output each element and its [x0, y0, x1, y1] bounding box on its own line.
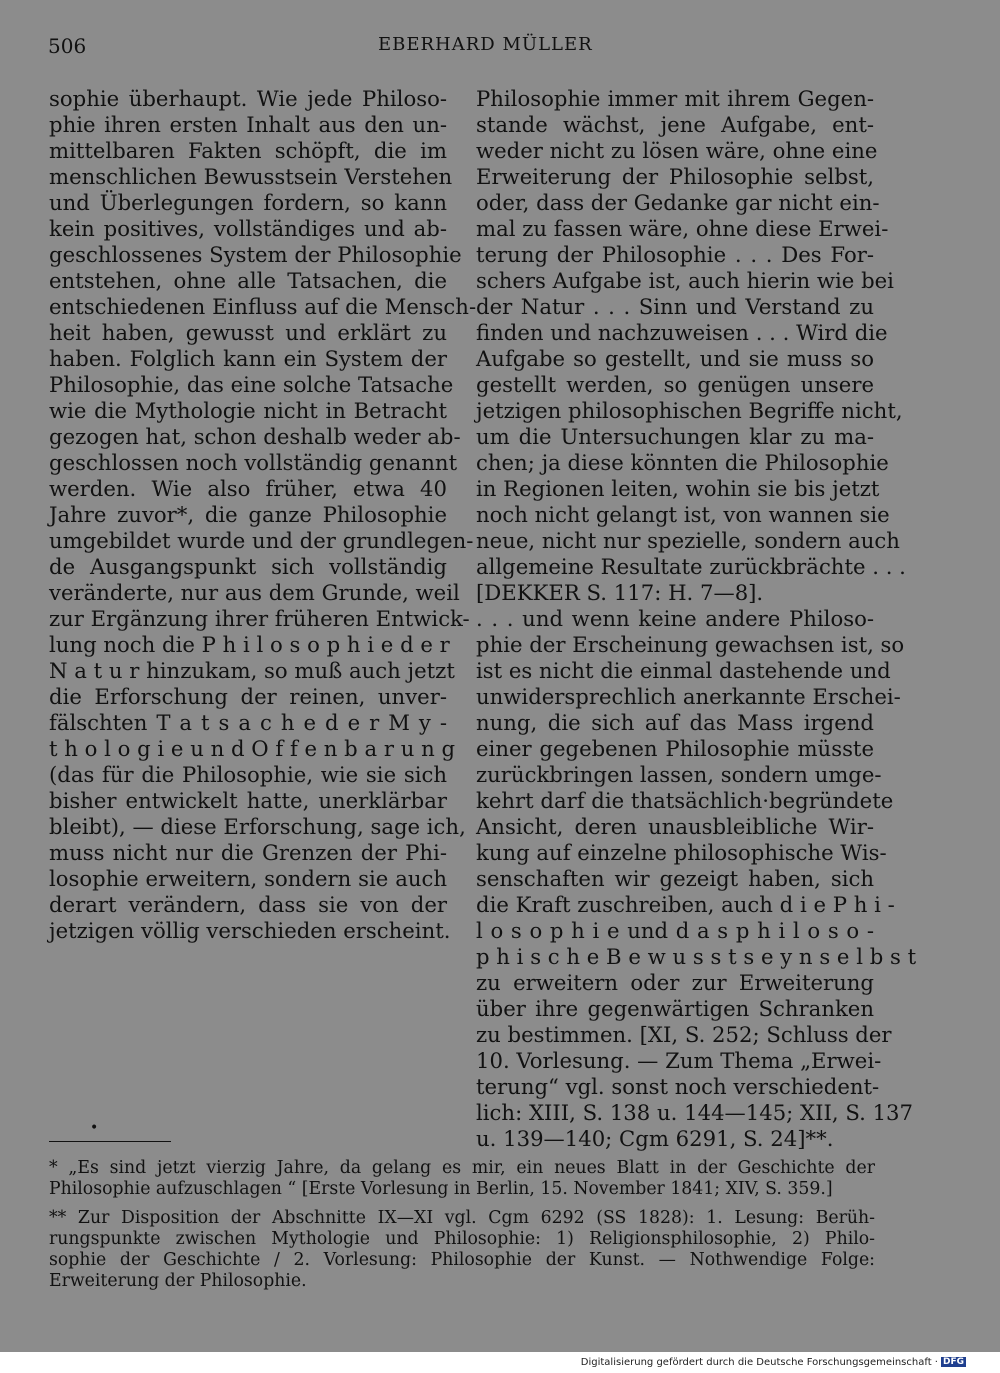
text-line: l o s o p h i e und d a s p h i l o s o - — [476, 918, 874, 943]
text-line: menschlichen Bewusstsein Verstehen — [49, 164, 453, 189]
text-line: zurückbringen lassen, sondern umge- — [476, 762, 882, 787]
text-line: schers Aufgabe ist, auch hierin wie bei — [476, 268, 894, 293]
footnote-line: sophie der Geschichte / 2. Vorlesung: Philosophie der Kunst. — Nothwendige Folge: — [49, 1250, 875, 1270]
text-line: t h o l o g i e u n d O f f e n b a r u n g — [49, 736, 456, 761]
text-line: heit haben, gewusst und erklärt zu — [49, 320, 447, 345]
footnote-line: rungspunkte zwischen Mythologie und Philosophie: 1) Religionsphilosophie, 2) Philo- — [49, 1229, 875, 1249]
text-line: u. 139—140; Cgm 6291, S. 24]**. — [476, 1126, 834, 1151]
text-line: lich: XIII, S. 138 u. 144—145; XII, S. 137 — [476, 1100, 914, 1125]
text-line: geschlossen noch vollständig genannt — [49, 450, 458, 475]
footnotes — [49, 1158, 875, 1292]
text-line: unwidersprechlich anerkannte Erschei- — [476, 684, 901, 709]
text-line: losophie erweitern, sondern sie auch — [49, 866, 447, 891]
text-line: (das für die Philosophie, wie sie sich — [49, 762, 447, 787]
text-line: gezogen hat, schon deshalb weder ab- — [49, 424, 461, 449]
text-line: und Überlegungen fordern, so kann — [49, 190, 447, 215]
text-line: finden und nachzuweisen . . . Wird die — [476, 320, 888, 345]
text-line: muss nicht nur die Grenzen der Phi- — [49, 840, 447, 865]
text-line: p h i s c h e B e w u s s t s e y n s e l b s t — [476, 944, 917, 969]
text-line: gestellt werden, so genügen unsere — [476, 372, 874, 397]
right-column — [476, 86, 917, 1152]
footnote-line: Erweiterung der Philosophie. — [49, 1271, 307, 1291]
text-line: um die Untersuchungen klar zu ma- — [476, 424, 874, 449]
text-line: entstehen, ohne alle Tatsachen, die — [49, 268, 447, 293]
footnote-line: * „Es sind jetzt vierzig Jahre, da gelang es mir, ein neues Blatt in der Geschichte der — [49, 1158, 875, 1178]
text-line: nung, die sich auf das Mass irgend — [476, 710, 874, 735]
text-line: phie der Erscheinung gewachsen ist, so — [476, 632, 905, 657]
text-line: allgemeine Resultate zurückbrächte . . . — [476, 554, 906, 579]
text-line: Jahre zuvor*, die ganze Philosophie — [49, 502, 447, 527]
text-line: senschaften wir gezeigt haben, sich — [476, 866, 874, 891]
text-line: mittelbaren Fakten schöpft, die im — [49, 138, 447, 163]
text-line: mal zu fassen wäre, ohne diese Erwei- — [476, 216, 889, 241]
text-line: Philosophie, das eine solche Tatsache — [49, 372, 454, 397]
text-line: in Regionen leiten, wohin sie bis jetzt — [476, 476, 880, 501]
text-line: kein positives, vollständiges und ab- — [49, 216, 447, 241]
text-line: entschiedenen Einfluss auf die Mensch- — [49, 294, 477, 319]
text-line: zu bestimmen. [XI, S. 252; Schluss der — [476, 1022, 892, 1047]
text-line: terung der Philosophie . . . Des For- — [476, 242, 874, 267]
footnote-rule — [49, 1141, 171, 1142]
text-line: lung noch die P h i l o s o p h i e d e r — [49, 632, 450, 657]
text-line: 10. Vorlesung. — Zum Thema „Erwei- — [476, 1048, 882, 1073]
text-line: N a t u r hinzukam, so muß auch jetzt — [49, 658, 455, 683]
text-line: Erweiterung der Philosophie selbst, — [476, 164, 874, 189]
text-line: Philosophie immer mit ihrem Gegen- — [476, 86, 874, 111]
text-line: fälschten T a t s a c h e d e r M y - — [49, 710, 447, 735]
text-line: Aufgabe so gestellt, und sie muss so — [476, 346, 874, 371]
text-line: geschlossenes System der Philosophie — [49, 242, 462, 267]
text-line: umgebildet wurde und der grundlegen- — [49, 528, 474, 553]
text-line: stande wächst, jene Aufgabe, ent- — [476, 112, 874, 137]
text-line: kehrt darf die thatsächlich·begründete — [476, 788, 894, 813]
stray-mark: • — [90, 1120, 99, 1136]
text-line: zur Ergänzung ihrer früheren Entwick- — [49, 606, 470, 631]
text-line: derart verändern, dass sie von der — [49, 892, 447, 917]
digitization-credit — [581, 1357, 966, 1368]
text-line: noch nicht gelangt ist, von wannen sie — [476, 502, 890, 527]
text-line: neue, nicht nur spezielle, sondern auch — [476, 528, 900, 553]
text-line: veränderte, nur aus dem Grunde, weil — [49, 580, 460, 605]
footnote-gap — [49, 1200, 875, 1208]
text-line: Ansicht, deren unausbleibliche Wir- — [476, 814, 874, 839]
running-head: EBERHARD MÜLLER — [378, 34, 593, 55]
text-line: weder nicht zu lösen wäre, ohne eine — [476, 138, 878, 163]
dfg-logo: DFG — [942, 1357, 964, 1367]
footnote-line: ** Zur Disposition der Abschnitte IX—XI vgl. Cgm 6292 (SS 1828): 1. Lesung: Berüh- — [49, 1208, 875, 1228]
text-line: werden. Wie also früher, etwa 40 — [49, 476, 447, 501]
left-column — [49, 86, 477, 944]
footnote-line: Philosophie aufzuschlagen “ [Erste Vorlesung in Berlin, 15. November 1841; XIV, S. 359.] — [49, 1179, 833, 1199]
credit-text: Digitalisierung gefördert durch die Deutsche Forschungsgemeinschaft · — [580, 1357, 938, 1368]
text-line: phie ihren ersten Inhalt aus den un- — [49, 112, 447, 137]
text-line: kung auf einzelne philosophische Wis- — [476, 840, 887, 865]
text-line: chen; ja diese könnten die Philosophie — [476, 450, 889, 475]
text-line: wie die Mythologie nicht in Betracht — [49, 398, 447, 423]
text-line: einer gegebenen Philosophie müsste — [476, 736, 874, 761]
text-line: . . . und wenn keine andere Philoso- — [476, 606, 874, 631]
text-line: bleibt), — diese Erforschung, sage ich, — [49, 814, 466, 839]
text-line: oder, dass der Gedanke gar nicht ein- — [476, 190, 880, 215]
text-line: über ihre gegenwärtigen Schranken — [476, 996, 874, 1021]
text-line: haben. Folglich kann ein System der — [49, 346, 447, 371]
text-line: bisher entwickelt hatte, unerklärbar — [49, 788, 447, 813]
text-line: jetzigen völlig verschieden erscheint. — [49, 918, 451, 943]
text-line: de Ausgangspunkt sich vollständig — [49, 554, 447, 579]
page-number: 506 — [48, 34, 87, 58]
text-line: jetzigen philosophischen Begriffe nicht, — [476, 398, 903, 423]
text-line: die Kraft zuschreiben, auch d i e P h i - — [476, 892, 895, 917]
text-line: ist es nicht die einmal dastehende und — [476, 658, 891, 683]
text-line: [DEKKER S. 117: H. 7—8]. — [476, 580, 764, 605]
text-line: zu erweitern oder zur Erweiterung — [476, 970, 874, 995]
text-line: die Erforschung der reinen, unver- — [49, 684, 447, 709]
text-line: sophie überhaupt. Wie jede Philoso- — [49, 86, 447, 111]
text-line: der Natur . . . Sinn und Verstand zu — [476, 294, 874, 319]
text-line: terung“ vgl. sonst noch verschiedent- — [476, 1074, 880, 1099]
